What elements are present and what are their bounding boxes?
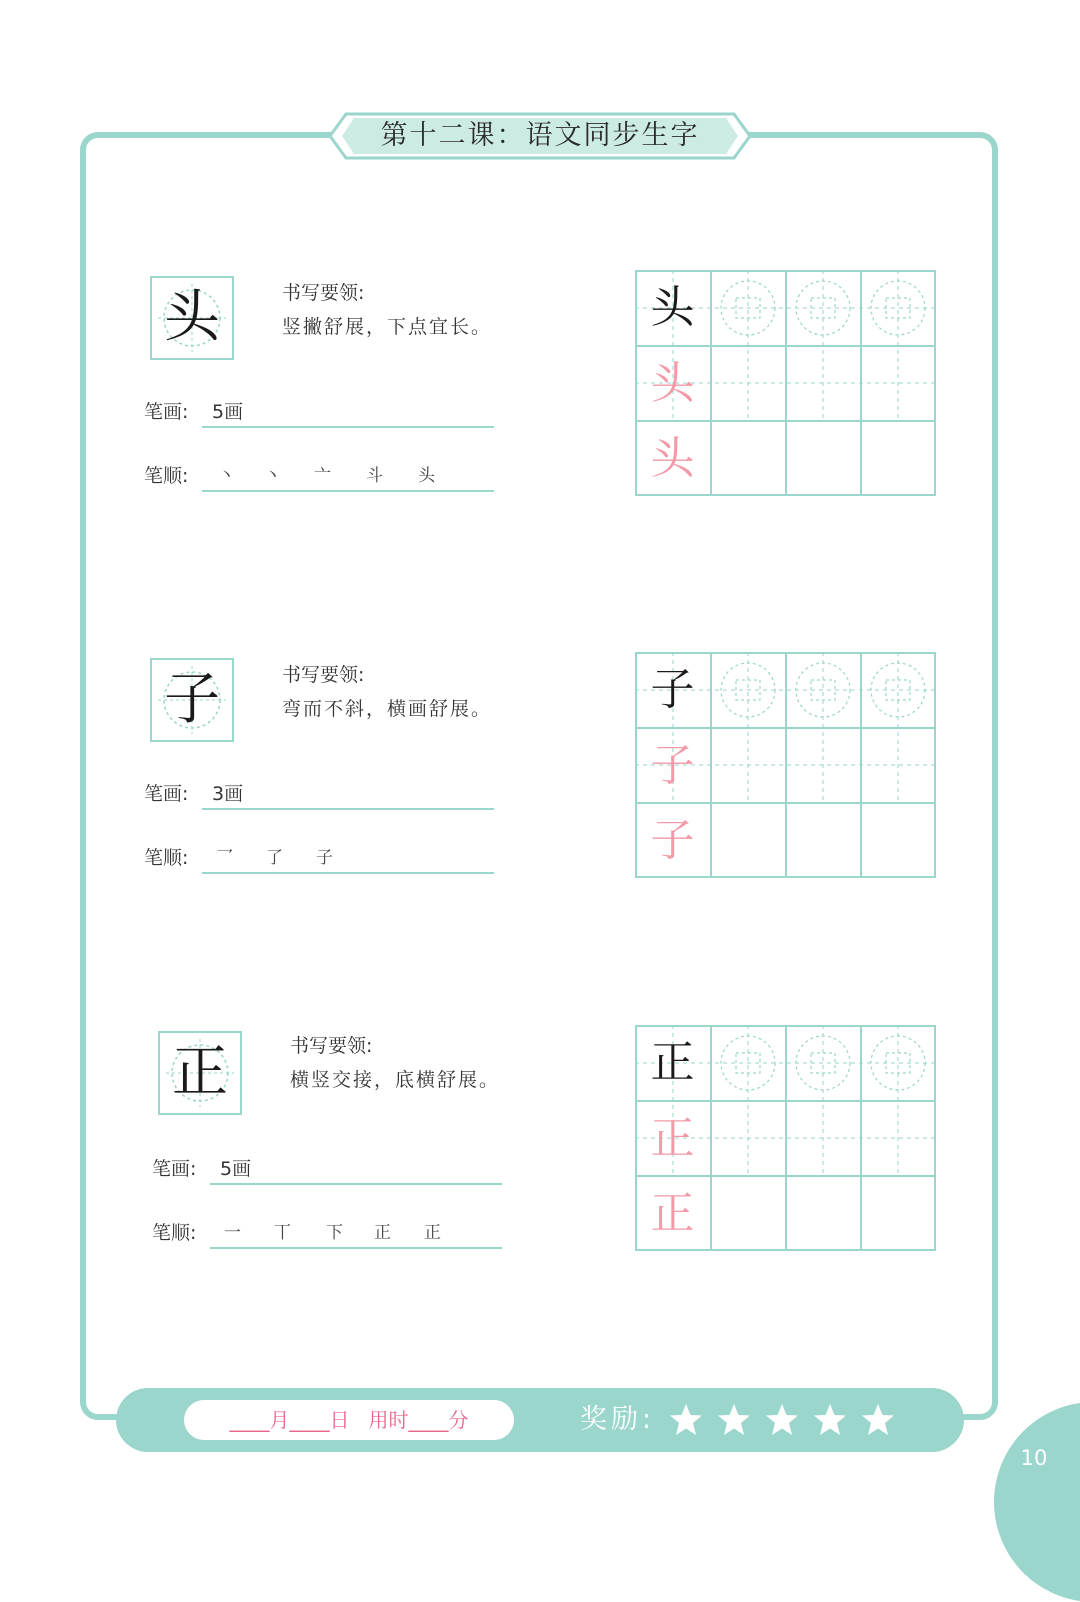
star-icon[interactable] (812, 1402, 848, 1438)
page-number-badge (994, 1402, 1080, 1602)
stroke-step: 了 (266, 848, 283, 868)
practice-grid[interactable] (635, 1025, 936, 1251)
tips-text: 竖撇舒展，下点宜长。 (282, 316, 493, 338)
stroke-order-row (144, 842, 504, 874)
star-icon[interactable] (668, 1402, 704, 1438)
stroke-order-line[interactable] (202, 842, 494, 874)
star-icon[interactable] (860, 1402, 896, 1438)
star-icon[interactable] (716, 1402, 752, 1438)
stroke-step: 正 (374, 1223, 391, 1243)
page-number: 10 (1020, 1446, 1048, 1470)
strokes-count-value: 5画 (212, 401, 244, 423)
stroke-step: 头 (418, 466, 435, 486)
strokes-count-label: 笔画: (144, 783, 189, 805)
character-display: 正 (172, 1040, 228, 1105)
strokes-count-line[interactable] (202, 778, 494, 810)
stroke-step: 丶 (218, 466, 235, 486)
trace-character: 头 (650, 358, 695, 409)
char-section-1 (0, 270, 1080, 510)
trace-character: 子 (650, 740, 695, 791)
stroke-order-label: 笔顺: (144, 465, 189, 487)
stroke-step: 丶 (264, 466, 281, 486)
stroke-step: 亠 (314, 466, 331, 486)
title-banner (320, 110, 760, 162)
trace-character: 头 (650, 433, 695, 484)
strokes-count-value: 3画 (212, 783, 244, 805)
date-time-field[interactable] (184, 1400, 514, 1440)
stroke-order-row (152, 1217, 512, 1249)
character-box (158, 1031, 242, 1115)
trace-character: 子 (650, 815, 695, 866)
practice-grid[interactable] (635, 270, 936, 496)
stroke-order-label: 笔顺: (152, 1222, 197, 1244)
trace-character: 正 (650, 1188, 695, 1239)
strokes-count-label: 笔画: (144, 401, 189, 423)
practice-grid[interactable] (635, 652, 936, 878)
tips-text: 横竖交接，底横舒展。 (290, 1069, 501, 1091)
strokes-count-row (144, 778, 504, 810)
character-box (150, 276, 234, 360)
stroke-step: 丅 (274, 1223, 291, 1243)
char-section-3 (0, 1025, 1080, 1265)
stroke-order-label: 笔顺: (144, 847, 189, 869)
character-display: 子 (164, 667, 220, 732)
strokes-count-value: 5画 (220, 1158, 252, 1180)
char-section-2 (0, 652, 1080, 892)
star-icon[interactable] (764, 1402, 800, 1438)
stroke-step: 斗 (366, 466, 383, 486)
model-character: 头 (650, 282, 695, 333)
reward-label: 奖励: (580, 1404, 656, 1435)
page-title: 第十二课：语文同步生字 (380, 120, 700, 151)
stroke-step: 正 (424, 1223, 441, 1243)
tips-label: 书写要领: (282, 282, 365, 304)
tips-label: 书写要领: (290, 1035, 373, 1057)
stroke-order-line[interactable] (210, 1217, 502, 1249)
stroke-order-row (144, 460, 504, 492)
tips-label: 书写要领: (282, 664, 365, 686)
stroke-step: 下 (326, 1223, 343, 1243)
character-box (150, 658, 234, 742)
stroke-step: 一 (224, 1223, 241, 1243)
model-character: 子 (650, 664, 695, 715)
strokes-count-line[interactable] (210, 1153, 502, 1185)
strokes-count-label: 笔画: (152, 1158, 197, 1180)
stroke-order-line[interactable] (202, 460, 494, 492)
stroke-step: 子 (316, 848, 333, 868)
tips-text: 弯而不斜，横画舒展。 (282, 698, 493, 720)
strokes-count-row (152, 1153, 512, 1185)
character-display: 头 (164, 285, 220, 350)
strokes-count-line[interactable] (202, 396, 494, 428)
date-time-text: ____月____日 用时____分 (229, 1408, 469, 1432)
strokes-count-row (144, 396, 504, 428)
model-character: 正 (650, 1037, 695, 1088)
stroke-step: 乛 (216, 848, 233, 868)
trace-character: 正 (650, 1113, 695, 1164)
footer-bar (116, 1388, 964, 1452)
